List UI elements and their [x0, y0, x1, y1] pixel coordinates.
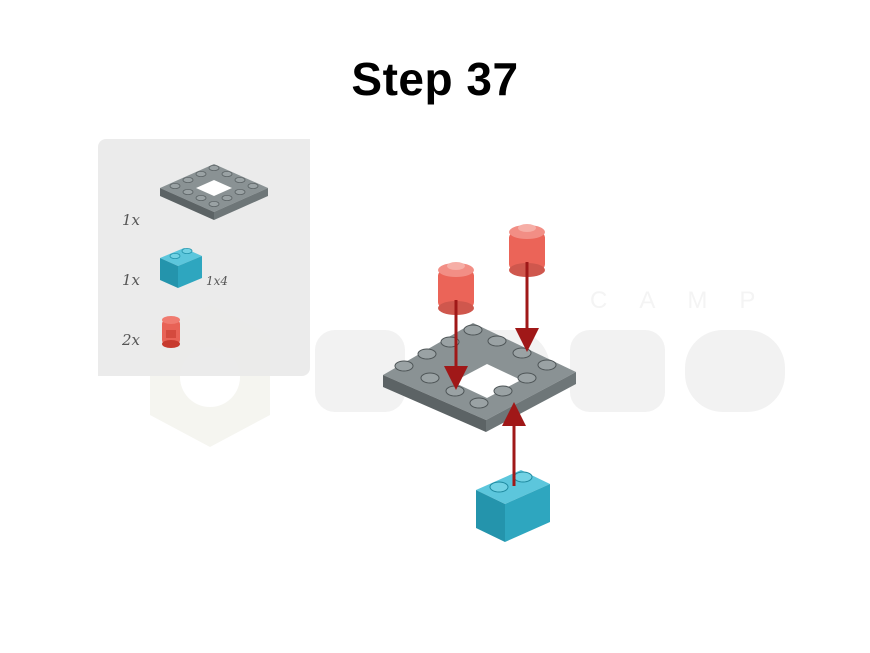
part-size-label: 1x4: [206, 274, 229, 288]
part-qty-red-brick: 2x: [122, 331, 141, 349]
gray-plate-4x4: [383, 323, 576, 432]
step-title: Step 37: [351, 53, 519, 105]
part-qty-teal-brick: 1x: [122, 271, 141, 289]
watermark-subtext: CAMP: [590, 287, 788, 314]
part-qty-plate: 1x: [122, 211, 141, 229]
